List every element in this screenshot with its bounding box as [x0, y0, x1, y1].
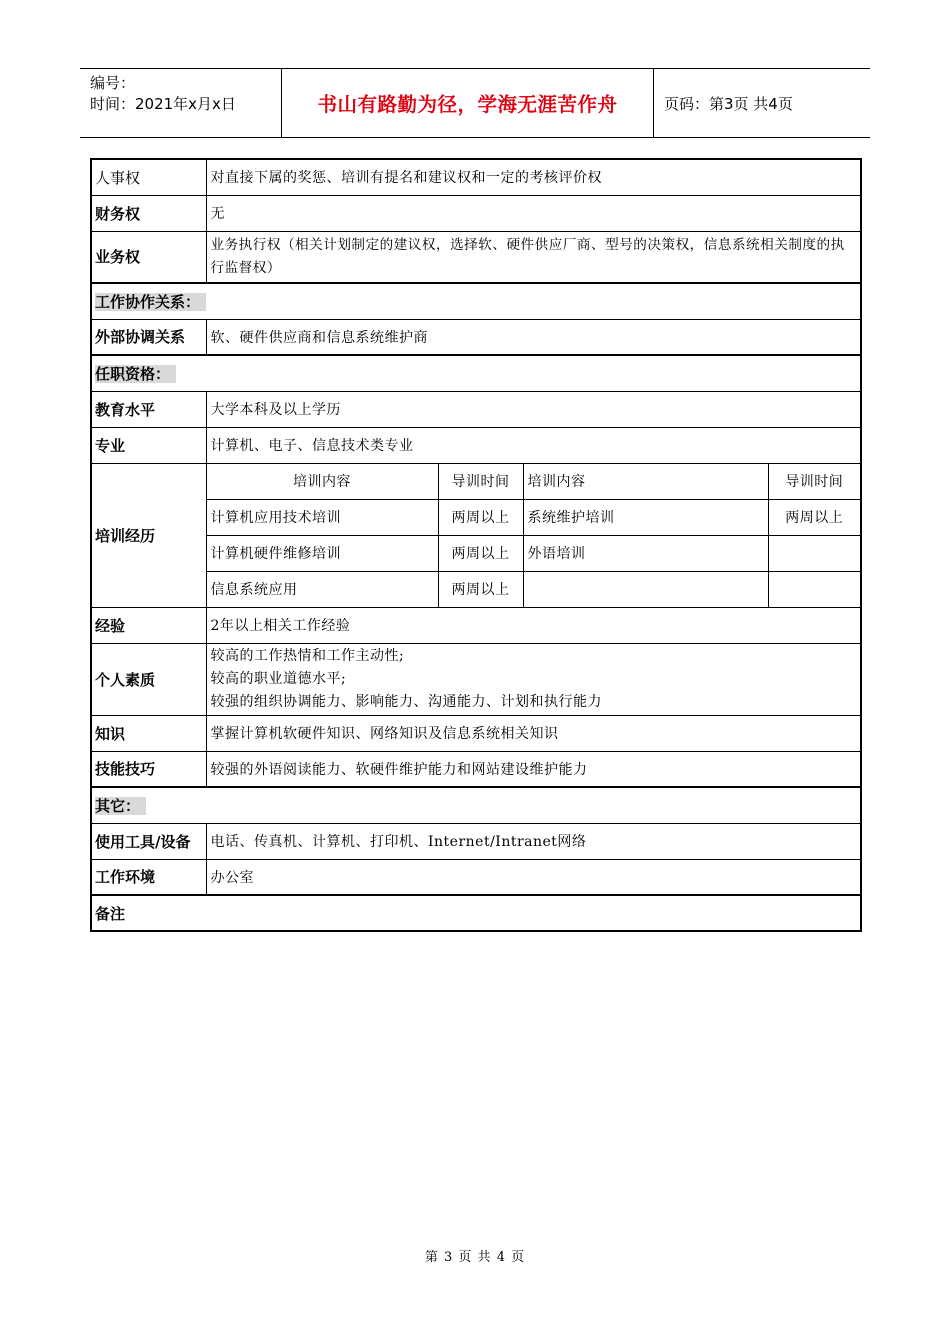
quality-line: 较强的组织协调能力、影响能力、沟通能力、计划和执行能力 [210, 693, 602, 710]
training-cell: 两周以上 [438, 535, 523, 571]
header-motto: 书山有路勤为径，学海无涯苦作舟 [282, 69, 654, 137]
training-cell: 计算机硬件维修培训 [206, 535, 438, 571]
training-cell: 两周以上 [438, 499, 523, 535]
training-header-time-2: 导训时间 [768, 463, 861, 499]
row-environment [91, 859, 861, 895]
business-label: 业务权 [91, 231, 206, 283]
other-section-title: 其它： [95, 797, 146, 815]
header-meta [80, 69, 282, 137]
row-education [91, 391, 861, 427]
environment-label: 工作环境 [91, 859, 206, 895]
training-row [91, 571, 861, 607]
document-number-label: 编号： [90, 74, 136, 92]
environment-value: 办公室 [206, 859, 861, 895]
row-quality [91, 643, 861, 715]
row-experience [91, 607, 861, 643]
quality-line: 较高的工作热情和工作主动性; [210, 647, 405, 664]
training-cell: 两周以上 [438, 571, 523, 607]
section-collaboration [91, 283, 861, 319]
experience-value: 2年以上相关工作经验 [206, 607, 861, 643]
education-label: 教育水平 [91, 391, 206, 427]
page-footer: 第 3 页 共 4 页 [424, 1250, 526, 1265]
education-value: 大学本科及以上学历 [206, 391, 861, 427]
page-header [80, 68, 870, 138]
row-tools [91, 823, 861, 859]
training-row [91, 535, 861, 571]
row-business [91, 231, 861, 283]
training-cell [768, 535, 861, 571]
row-personnel [91, 159, 861, 195]
personnel-value: 对直接下属的奖惩、培训有提名和建议权和一定的考核评价权 [206, 159, 861, 195]
quality-line: 较高的职业道德水平; [210, 670, 347, 687]
skills-label: 技能技巧 [91, 751, 206, 787]
training-cell: 系统维护培训 [523, 499, 768, 535]
external-label: 外部协调关系 [91, 319, 206, 355]
knowledge-value: 掌握计算机软硬件知识、网络知识及信息系统相关知识 [206, 715, 861, 751]
training-cell: 外语培训 [523, 535, 768, 571]
row-knowledge [91, 715, 861, 751]
row-remarks [91, 895, 861, 931]
row-finance [91, 195, 861, 231]
header-page-label: 页码：第3页 共4页 [664, 94, 793, 113]
major-value: 计算机、电子、信息技术类专业 [206, 427, 861, 463]
tools-value: 电话、传真机、计算机、打印机、Internet/Intranet网络 [206, 823, 861, 859]
training-label: 培训经历 [91, 463, 206, 607]
tools-label: 使用工具/设备 [91, 823, 206, 859]
training-header-content-1: 培训内容 [206, 463, 438, 499]
training-cell: 信息系统应用 [206, 571, 438, 607]
business-value: 业务执行权（相关计划制定的建议权，选择软、硬件供应厂商、型号的决策权，信息系统相关制度的执行监督权） [206, 231, 861, 283]
quality-label: 个人素质 [91, 643, 206, 715]
job-description-table [90, 158, 862, 932]
row-external [91, 319, 861, 355]
qualifications-section-title: 任职资格： [95, 365, 176, 383]
finance-value: 无 [206, 195, 861, 231]
remarks-label: 备注 [91, 895, 861, 931]
training-header-time-1: 导训时间 [438, 463, 523, 499]
training-cell: 计算机应用技术培训 [206, 499, 438, 535]
skills-value: 较强的外语阅读能力、软硬件维护能力和网站建设维护能力 [206, 751, 861, 787]
row-major [91, 427, 861, 463]
row-skills [91, 751, 861, 787]
experience-label: 经验 [91, 607, 206, 643]
quality-value [206, 643, 861, 715]
training-cell [523, 571, 768, 607]
collaboration-section-title: 工作协作关系： [95, 293, 206, 311]
section-qualifications [91, 355, 861, 391]
knowledge-label: 知识 [91, 715, 206, 751]
section-other [91, 787, 861, 823]
training-header-content-2: 培训内容 [523, 463, 768, 499]
external-value: 软、硬件供应商和信息系统维护商 [206, 319, 861, 355]
finance-label: 财务权 [91, 195, 206, 231]
training-row [91, 499, 861, 535]
personnel-label: 人事权 [91, 159, 206, 195]
training-cell: 两周以上 [768, 499, 861, 535]
training-cell [768, 571, 861, 607]
training-header-row [91, 463, 861, 499]
document-time-label: 时间：2021年x月x日 [90, 95, 236, 113]
major-label: 专业 [91, 427, 206, 463]
